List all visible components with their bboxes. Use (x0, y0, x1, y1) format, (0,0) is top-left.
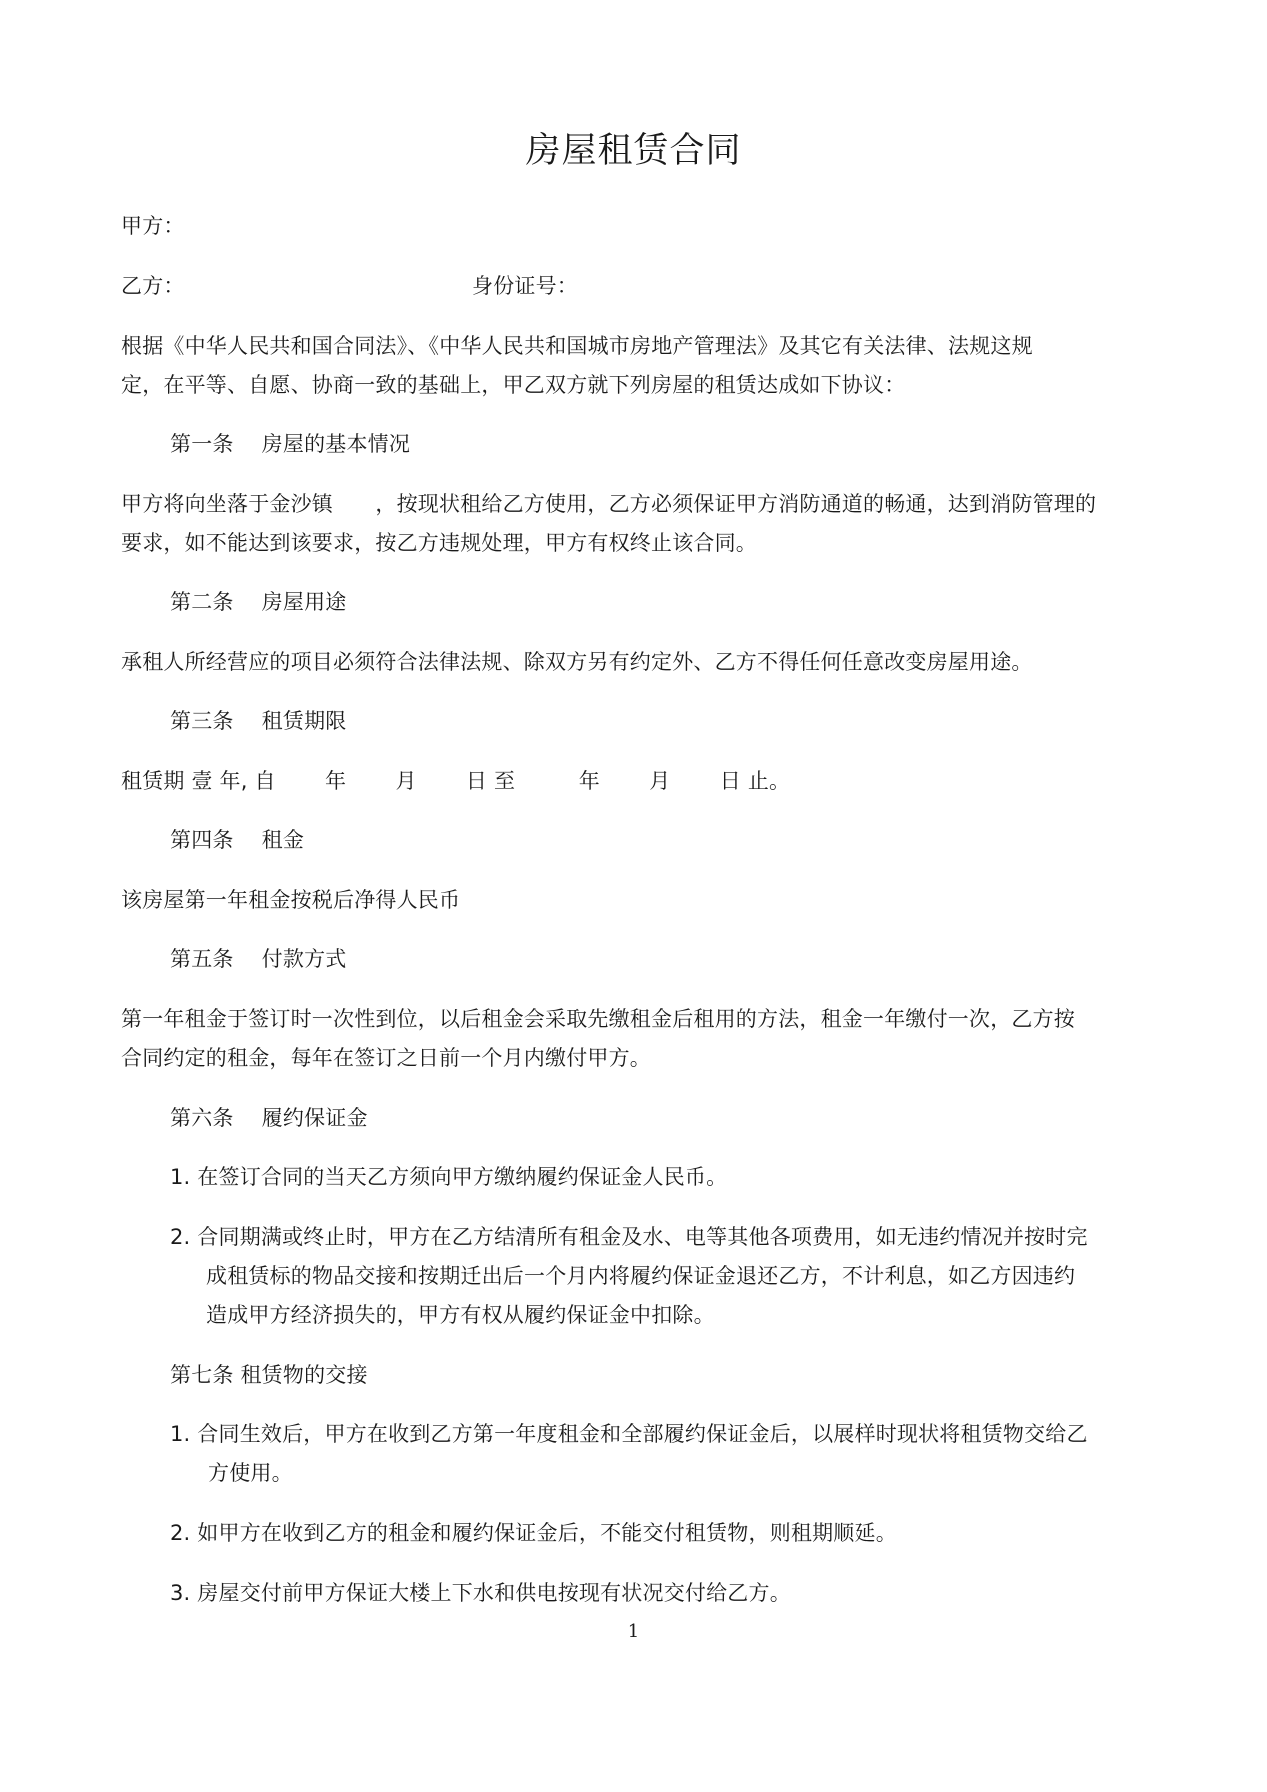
article-text: 该房屋第一年租金按税后净得人民币 (121, 888, 461, 912)
party-b-label: 乙方： (121, 274, 185, 298)
list-item: 1. 在签订合同的当天乙方须向甲方缴纳履约保证金人民币。 (170, 1165, 728, 1189)
page-number: 1 (627, 1621, 640, 1642)
party-a-label: 甲方： (121, 214, 185, 238)
preamble-line: 定，在平等、自愿、协商一致的基础上，甲乙双方就下列房屋的租赁达成如下协议： (121, 373, 906, 397)
id-number-label: 身份证号： (472, 274, 578, 298)
list-item-continuation: 方使用。 (208, 1461, 293, 1485)
article-heading: 第二条 房屋用途 (170, 590, 347, 614)
lease-term-line: 租赁期 壹 年, 自 年 月 日 至 年 月 日 止。 (121, 769, 791, 793)
list-item-continuation: 成租赁标的物品交接和按期迁出后一个月内将履约保证金退还乙方，不计利息，如乙方因违约 (206, 1264, 1076, 1288)
article-text: 甲方将向坐落于金沙镇 ，按现状租给乙方使用，乙方必须保证甲方消防通道的畅通，达到消防管理的 (121, 492, 1097, 516)
article-heading: 第六条 履约保证金 (170, 1106, 368, 1130)
article-heading: 第一条 房屋的基本情况 (170, 432, 411, 456)
article-text: 合同约定的租金，每年在签订之日前一个月内缴付甲方。 (121, 1046, 651, 1070)
list-item: 2. 如甲方在收到乙方的租金和履约保证金后，不能交付租赁物，则租期顺延。 (170, 1521, 897, 1545)
list-item: 2. 合同期满或终止时，甲方在乙方结清所有租金及水、电等其他各项费用，如无违约情况并按时完 (170, 1225, 1088, 1249)
article-heading: 第三条 租赁期限 (170, 709, 347, 733)
preamble-line: 根据《中华人民共和国合同法》、《中华人民共和国城市房地产管理法》及其它有关法律、法规这规 (121, 334, 1033, 358)
article-heading: 第四条 租金 (170, 828, 305, 852)
article-text: 承租人所经营应的项目必须符合法律法规、除双方另有约定外、乙方不得任何任意改变房屋用途。 (121, 650, 1033, 674)
article-text: 要求，如不能达到该要求，按乙方违规处理，甲方有权终止该合同。 (121, 531, 757, 555)
article-heading: 第五条 付款方式 (170, 947, 347, 971)
document-title: 房屋租赁合同 (525, 131, 742, 171)
article-heading: 第七条 租赁物的交接 (170, 1363, 368, 1387)
article-text: 第一年租金于签订时一次性到位，以后租金会采取先缴租金后租用的方法，租金一年缴付一次，乙方按 (121, 1007, 1075, 1031)
list-item: 1. 合同生效后，甲方在收到乙方第一年度租金和全部履约保证金后，以展样时现状将租赁物交给乙 (170, 1422, 1088, 1446)
list-item-continuation: 造成甲方经济损失的，甲方有权从履约保证金中扣除。 (206, 1303, 715, 1327)
list-item: 3. 房屋交付前甲方保证大楼上下水和供电按现有状况交付给乙方。 (170, 1581, 791, 1605)
